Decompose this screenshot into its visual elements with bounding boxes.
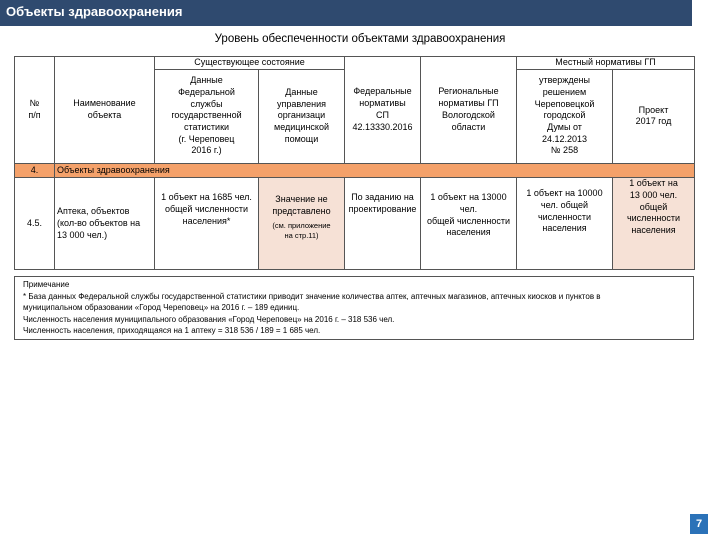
notes-title: Примечание <box>23 280 70 289</box>
norms-table <box>14 56 695 270</box>
row-fed-norm: По заданию на проектирование <box>345 178 421 270</box>
notes-line: муниципальном образовании «Город Череповец» на 2016 г. – 189 единиц. <box>23 303 300 313</box>
col-header-name: Наименование объекта <box>55 57 155 164</box>
col-group-current: Существующее состояние <box>155 57 345 70</box>
col-group-local: Местный нормативы ГП <box>517 57 695 70</box>
col-header-local: утверждены решением Череповецкой городской Думы от 24.12.2013 № 258 <box>517 69 613 163</box>
col-header-fed-norm: Федеральные нормативы СП 42.13330.2016 <box>345 57 421 164</box>
page-number-badge: 7 <box>690 514 708 534</box>
row-med-value: Значение не представлено <box>272 194 331 217</box>
row-name: Аптека, объектов (кол-во объектов на 13 000 чел.) <box>55 178 155 270</box>
table-row <box>15 178 695 270</box>
page-title: Объекты здравоохранения <box>6 4 183 19</box>
row-med <box>259 178 345 270</box>
notes-box <box>14 276 694 340</box>
notes-line: * База данных Федеральной службы государственной статистики приводит значение количества аптек, аптечных магазинов, аптечных киосков и пунктов в <box>23 291 601 301</box>
section-label: Объекты здравоохранения <box>55 163 695 178</box>
section-row <box>15 163 695 178</box>
row-fed-stat: 1 объект на 1685 чел. общей численности населения* <box>155 178 259 270</box>
row-num: 4.5. <box>15 178 55 270</box>
notes-line: Численность населения муниципального образования «Город Череповец» на 2016 г. – 318 536 чел. <box>23 314 395 324</box>
table-subtitle: Уровень обеспеченности объектами здравоохранения <box>214 33 506 45</box>
col-header-fed-stat: Данные Федеральной службы государственной статистики (г. Череповец 2016 г.) <box>155 69 259 163</box>
col-header-reg-norm: Региональные нормативы ГП Вологодской области <box>421 57 517 164</box>
header-bar <box>0 0 692 26</box>
col-header-num: № п/п <box>15 57 55 164</box>
col-header-project: Проект 2017 год <box>613 69 695 163</box>
col-header-med: Данные управления организаци медицинской помощи <box>259 69 345 163</box>
row-med-note: (см. приложение на стр.11) <box>272 220 331 240</box>
section-num: 4. <box>15 163 55 178</box>
row-reg-norm: 1 объект на 13000 чел. общей численности населения <box>421 178 517 270</box>
row-local: 1 объект на 10000 чел. общей численности населения <box>517 178 613 270</box>
notes-line: Численность населения, приходящаяся на 1 аптеку = 318 536 / 189 = 1 685 чел. <box>23 326 321 336</box>
row-project: 1 объект на 13 000 чел. общей численности населения <box>613 178 695 270</box>
